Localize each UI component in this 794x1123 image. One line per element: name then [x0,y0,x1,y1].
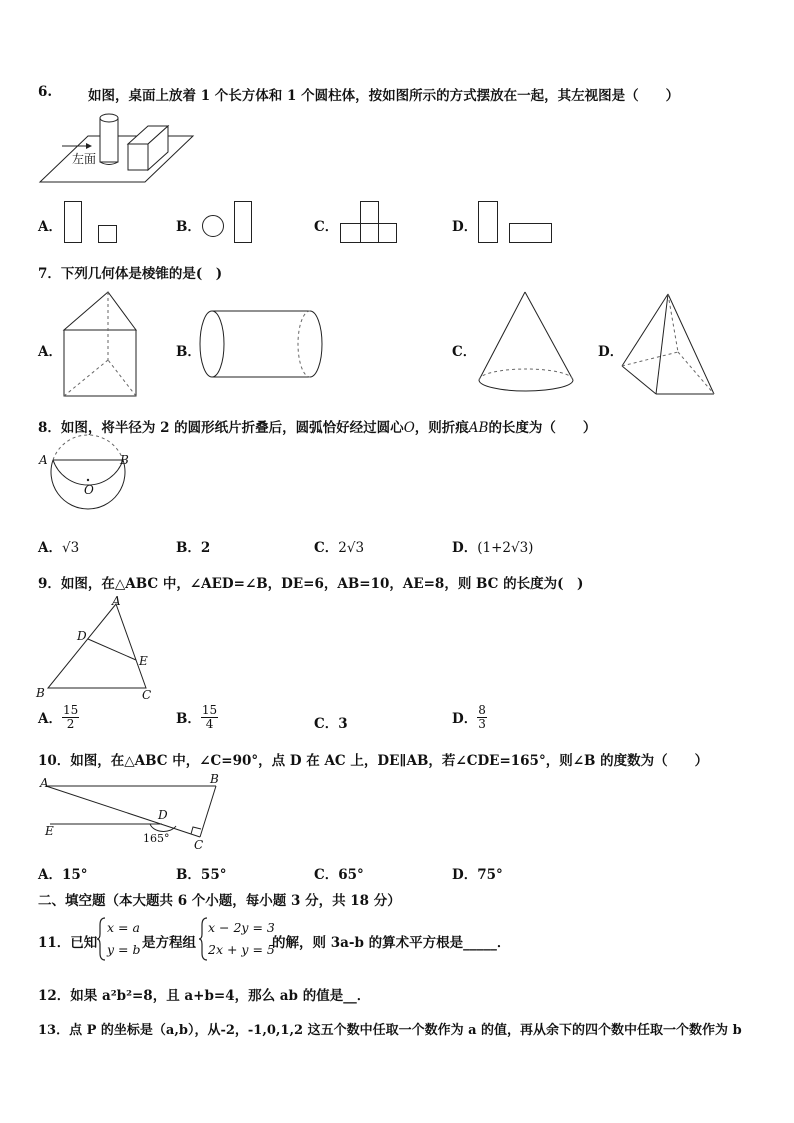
q6-figure-label: 左面 [72,152,97,166]
q7-option-b[interactable]: B． [176,344,201,360]
q6-option-d[interactable]: D． [452,219,478,235]
q9-label-b: B [36,686,45,700]
q9-option-a[interactable]: A． $\frac{15}{2}$ [38,703,79,731]
q11-brace-1 [97,917,107,961]
q11-suffix: 的解，则 3a-b 的算术平方根是_____． [272,935,511,951]
q8-label-o: O [84,483,94,497]
q10-angle-label: 165° [143,832,170,845]
q10-label-b: B [210,772,219,786]
q6-text: 如图，桌面上放着 1 个长方体和 1 个圆柱体，按如图所示的方式摆放在一起，其左视图是（ ） [88,88,680,104]
q7-option-c-shape [476,290,586,398]
q10-option-c[interactable]: C．65° [314,867,364,883]
q8-figure [48,452,128,512]
q7-option-a-shape [60,290,140,400]
q7-option-a[interactable]: A． [38,344,62,360]
q6-option-c[interactable]: C． [314,219,339,235]
q9-label-e: E [139,654,148,668]
q6-option-b[interactable]: B． [176,219,201,235]
q10-text: 10．如图，在△ABC 中，∠C=90°，点 D 在 AC 上，DE∥AB，若∠CDE=165°，则∠B 的度数为（ ） [38,753,709,769]
q12-text: 12．如果 a²b²=8，且 a+b=4，那么 ab 的值是__． [38,988,371,1004]
q10-label-a: A [40,776,49,790]
q7-text: 7．下列几何体是棱锥的是( ) [38,266,223,282]
q7-option-b-shape [198,308,328,380]
q9-label-c: C [142,688,152,702]
q10-option-d[interactable]: D．75° [452,867,503,883]
q10-option-b[interactable]: B．55° [176,867,227,883]
q8-option-c[interactable]: C．2√3 [314,540,365,556]
q9-option-c[interactable]: C．3 [314,716,348,732]
q9-label-d: D [77,629,87,643]
q8-option-d[interactable]: D．(1+2√3) [452,540,534,556]
q11-system-1: x = a y = b [107,920,141,957]
q11-mid: 是方程组 [142,935,196,951]
q8-label-b: B [120,453,129,467]
q7-option-d[interactable]: D． [598,344,624,360]
q9-figure [40,600,160,692]
q13-text: 13．点 P 的坐标是（a,b），从-2，-1,0,1,2 这五个数中任取一个数作为 a 的值，再从余下的四个数中任取一个数作为 b [38,1023,742,1038]
q6-option-d-shape [478,201,558,245]
q9-text: 9．如图，在△ABC 中，∠AED=∠B，DE=6，AB=10，AE=8，则 BC 的长度为( ) [38,576,584,592]
q7-option-c[interactable]: C． [452,344,477,360]
q8-text: 8．如图，将半径为 2 的圆形纸片折叠后，圆弧恰好经过圆心O，则折痕AB的长度为（ ） [38,420,597,436]
q6-figure [38,106,198,186]
q6-option-b-shape [201,201,261,245]
q7-option-d-shape [620,292,730,400]
q9-option-b[interactable]: B． $\frac{15}{4}$ [176,703,218,731]
q10-figure [40,780,230,846]
q6-number: 6. [38,84,53,100]
q11-prefix: 11．已知 [38,935,98,951]
section-heading: 二、填空题（本大题共 6 个小题，每小题 3 分，共 18 分） [38,893,401,909]
q10-label-c: C [194,838,204,852]
q10-label-e: E [45,824,54,838]
q6-option-a-shape [64,201,124,245]
q6-option-c-shape [340,201,400,245]
q11-system-2: x − 2y = 3 2x + y = 5 [208,920,275,957]
q8-option-b[interactable]: B．2 [176,540,211,556]
q9-label-a: A [112,594,121,608]
q6-option-a[interactable]: A． [38,219,62,235]
q10-label-d: D [158,808,168,822]
q9-option-d[interactable]: D． $\frac{8}{3}$ [452,703,486,731]
q8-label-a: A [39,453,48,467]
q8-option-a[interactable]: A．√3 [38,540,80,556]
q10-option-a[interactable]: A．15° [38,867,88,883]
